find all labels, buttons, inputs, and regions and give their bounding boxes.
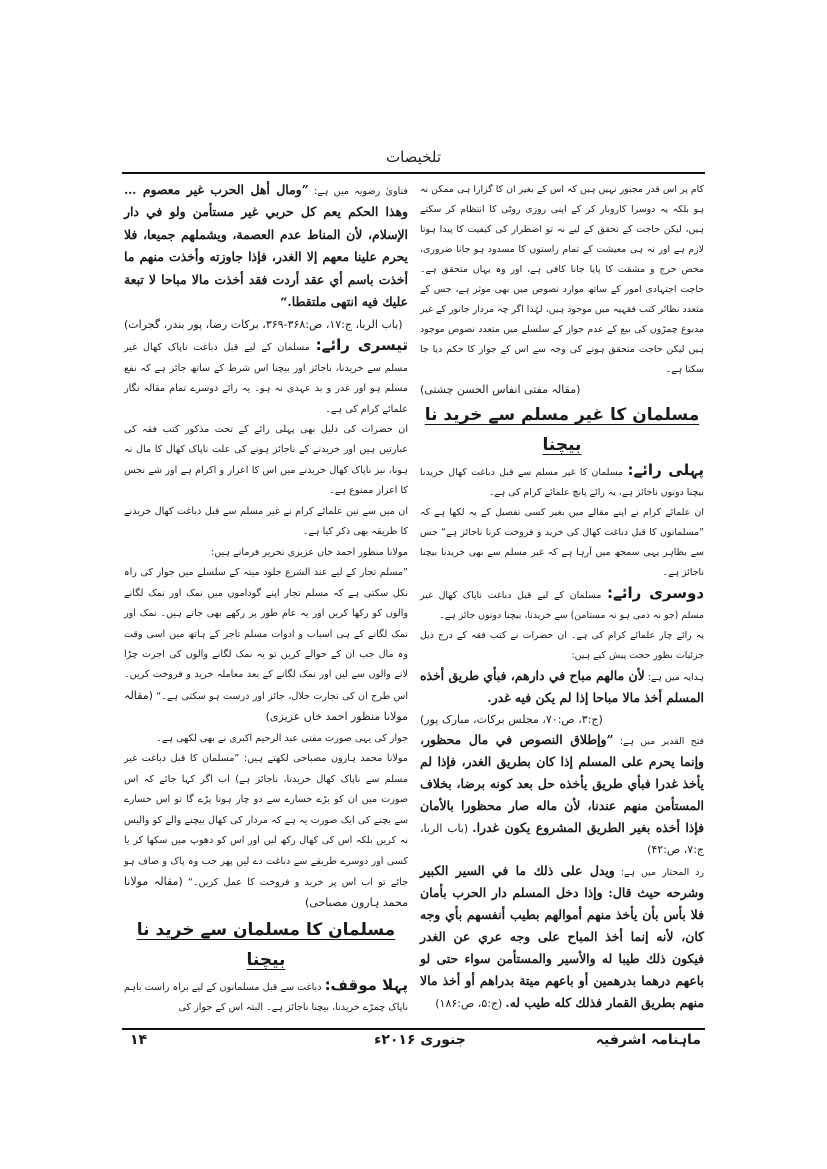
quote-text: ”مسلم تجار کے لیے عند الشرع جلود میتہ کے سلسلے میں جواز کی راہ نکل سکتی ہے کہ مسلم تجار اپنے گوداموں میں نمک اور نمک لگانے والوں کو رکھا کریں اور یہ عام طور پر رکھے بھی جاتے ہیں۔ نمک اور نمک لگانے کے ہی اسباب و ادوات مسلم تاجر کے ہاتھ میں اسی وقت وہ مال جب ان کے حوالے کریں تو یہ نمک لگانے والوں کی اجرت چڑا لانے والوں سے لیں اور نمک لگانے کے بعد معاملہ خرید و فروخت کریں۔ اس طرح ان کی تجارت حلال، جائز اور درست ہو سکتی ہے۔“ xyxy=(124,567,408,702)
arabic-quote: ويدل على ذلك ما في السير الكبير وشرحه حيث قال: وإذا دخل المسلم دار الحرب بأمان فلا بأس بأن يأخذ منهم أموالهم بطيب أنفسهم بأي وجه كان، لأنه إنما أخذ المباح على وجه عري عن الغدر فيكون ذلك طيبا له والأسير والمستأمن سواء حتى لو باعهم درهما بدرهمين أو باعهم ميتة بدراهم أو أخذ مالا منهم بطريق القمار فذلك كله طيب له. xyxy=(420,863,704,1010)
arabic-quote: ”وإطلاق النصوص في مال محظور، وإنما يحرم على المسلم إذا كان بطريق الغدر، فإذا لم يأخذ غدرا فبأي طريق يأخذه حل بعد كونه برضا، بخلاف المستأمن منهم عندنا، لأن ماله صار محظورا بالأمان فإذا أخذه بغير الطريق المشروع يكون غدرا. xyxy=(420,732,705,835)
citation: (مقالہ مولانا محمد ہارون مصباحی) xyxy=(124,874,408,910)
quote-intro: ہدایہ میں ہے: xyxy=(647,672,704,683)
quote-intro: فتاویٰ رضویہ میں ہے: xyxy=(314,186,408,197)
paragraph xyxy=(124,335,408,420)
section-heading: مسلمان کا غیر مسلم سے خرید نا بیچنا xyxy=(424,405,700,455)
paragraph-text: مسلمان کے لیے قبل دباغت ناپاک کھال غیر مسلم سے خریدنا، ناجائز اور بیچنا اس شرط کے ساتھ جائز ہے کہ نفع مسلم ہو اور غدر و بد عہدی نہ ہو۔ یہ رائے دوسرے تمام مقالہ نگار علمائے کرام کی ہے۔ xyxy=(124,342,408,415)
footer-magazine-name: ماہنامہ اشرفیہ xyxy=(595,1032,701,1048)
arabic-quote: لأن مالهم مباح في دارهم، فبأي طريق أخذه المسلم أخذ مالا مباحا إذا لم يكن فيه غدر. xyxy=(420,668,704,705)
paragraph xyxy=(124,180,408,315)
paragraph: ان علمائے کرام نے اپنے مقالے میں بغیر کسی تفصیل کے یہ لکھا ہے کہ ”مسلمانوں کا قبل دباغت کھال کی خرید و فروخت کرنا ناجائز ہے“ جس سے بظاہر یہی سمجھ میں آرہا ہے کہ غیر مسلم سے بھی خریدنا بیچنا ناجائز ہے۔ xyxy=(420,507,704,578)
right-column xyxy=(420,180,704,1015)
footer-date: جنوری ۲۰۱۶ء xyxy=(374,1032,466,1048)
opinion-label: پہلی رائے: xyxy=(627,461,705,479)
citation: (باب الربا، ج:۷، ص:۴۲) xyxy=(420,822,704,856)
citation: (ج:۳، ص:۷۰، مجلس برکات، مبارک پور) xyxy=(420,713,603,726)
paragraph xyxy=(420,730,704,861)
arabic-quote: ”ومال أهل الحرب غير معصوم … وهذا الحكم يعم كل حربي غير مستأمن ولو في دار الإسلام، لأن المناط عدم العصمة، ويشملهم جميعا، فلا يحرم علينا معهم إلا الغدر، فإذا جاوزته وأخذت منهم ما أخذت باسم أي عقد أردت فقد أخذت مالا مباحا لا تبعة عليك فيه انتهى ملتقطا.“ xyxy=(124,182,408,310)
paragraph: ان حضرات کی دلیل بھی پہلی رائے کے تحت مذکور کتب فقہ کی عبارتیں ہیں اور خریدنے کے ناجائز ہونے کی علت ناپاک کھال کا مال نہ ہونا، نیز ناپاک کھال خریدنے میں اس کا اعزاز و اکرام ہے اور شے نجس کا اعزاز ممنوع ہے۔ xyxy=(124,423,408,497)
paragraph-text: مسلمان کا غیر مسلم سے قبل دباغت کھال خریدنا بیچنا دونوں ناجائز ہے، یہ رائے پانچ علمائے کرام کی ہے۔ xyxy=(420,467,704,498)
paragraph: ان میں سے تین علمائے کرام نے غیر مسلم سے قبل دباغت کھال خریدنے کا طریقہ بھی ذکر کیا ہے۔ xyxy=(124,505,408,538)
paragraph: مولانا منظور احمد خاں عزیزی تحریر فرماتے ہیں: xyxy=(211,546,408,558)
quote-text: ”مسلمان کا قبل دباغت غیر مسلم سے ناپاک کھال خریدنا، ناجائز ہے) اب اگر کہا جائے کہ اس صورت میں ان کو بڑے خسارے سے دو چار ہونا پڑے گا تو اس خسارے سے بچنے کی ایک صورت یہ ہے کہ مردار کی کھال بیچنے والے کو والیس نہ کریں بلکہ اس کی کھال رکھ لیں اور اس کو دھوپ میں سکھا کر یا کسی اور دوسرے طریقے سے دباغت دے لیں پھر جب وہ پاک و صاف ہو جائے تو اب اس پر خرید و فروخت کا عمل کریں۔“ xyxy=(124,753,409,888)
paragraph xyxy=(420,460,704,503)
paragraph xyxy=(124,975,408,1019)
quote xyxy=(124,563,408,729)
paragraph xyxy=(420,583,704,626)
left-column xyxy=(124,180,408,1019)
citation: (مقالہ مولانا منظور احمد خاں عزیزی) xyxy=(124,688,408,724)
footer-rule xyxy=(122,1028,705,1030)
running-header: تلخیصات xyxy=(385,148,442,166)
paragraph: یہ رائے چار علمائے کرام کی ہے۔ ان حضرات نے کتب فقہ کے درج ذیل جزئیات بطور حجت پیش کیے ہیں: xyxy=(420,630,704,661)
citation: (باب الربا، ج:۱۷، ص:۳۶۸-۳۶۹، برکات رضا، پور بندر، گجرات) xyxy=(124,317,403,331)
citation: (مقالہ مفتی انفاس الحسن چشتی) xyxy=(420,383,581,396)
quote-intro: مولانا محمد ہارون مصباحی لکھتے ہیں: xyxy=(243,753,408,765)
quote xyxy=(124,749,408,915)
citation: (ج:۵، ص:۱۸۶) xyxy=(435,997,503,1010)
opinion-label: تیسری رائے: xyxy=(315,336,408,355)
page-number: ۱۴ xyxy=(130,1032,148,1048)
paragraph xyxy=(420,861,704,1015)
header-rule xyxy=(122,172,705,174)
section-heading: مسلمان کا مسلمان سے خرید نا بیچنا xyxy=(136,919,396,970)
paragraph: جواز کی یہی صورت مفتی عبد الرحیم اکبری نے بھی لکھی ہے۔ xyxy=(156,732,408,744)
paragraph: کام پر اس قدر مجبور نہیں ہیں کہ اس کے بغیر ان کا گزارا ہی ممکن نہ ہو بلکہ یہ دوسرا کاروبار کر کے اپنی روزی روٹی کا انتظام کر سکتے ہیں، لیکن حاجت کے تحقق کے لیے نہ تو اضطرار کی کیفیت کا پیدا ہونا لازم ہے اور نہ ہی معیشت کے تمام راستوں کا مسدود ہو جانا ضروری، محض حرج و مشقت کا پایا جانا کافی ہے، اور وہ یہاں متحقق ہے۔ حاجت اجتہادی امور کے ساتھ موارد نصوص میں بھی موثر ہے، جس کے متعدد نظائر کتب فقہیہ میں موجود ہیں، لہٰذا اگر چہ مردار جانور کے غیر مدبوغ چمڑوں کی بیع کے عدم جواز کے سلسلے میں متعدد نصوص موجود ہیں لیکن حاجت متحقق ہونے کی وجہ سے اس کے جواز کا حکم دیا جا سکتا ہے۔ xyxy=(420,184,704,375)
paragraph-text: مسلمان کے لیے قبل دباغت ناپاک کھال غیر مسلم (جو نہ ذمی ہو نہ مستامن) سے خریدنا، بیچنا دونوں جائز ہے۔ xyxy=(420,590,704,621)
quote-intro: فتح القدیر میں ہے: xyxy=(619,736,705,747)
quote-intro: رد المحتار میں ہے: xyxy=(620,867,705,878)
paragraph-text: دباغت سے قبل مسلمانوں کے لیے براہ راست باہم ناپاک چمڑے خریدنا، بیچنا ناجائز ہے۔ البتہ اس کے جواز کی xyxy=(124,981,408,1014)
opinion-label: دوسری رائے: xyxy=(607,584,705,602)
opinion-label: پہلا موقف: xyxy=(324,975,408,994)
paragraph xyxy=(420,666,704,710)
